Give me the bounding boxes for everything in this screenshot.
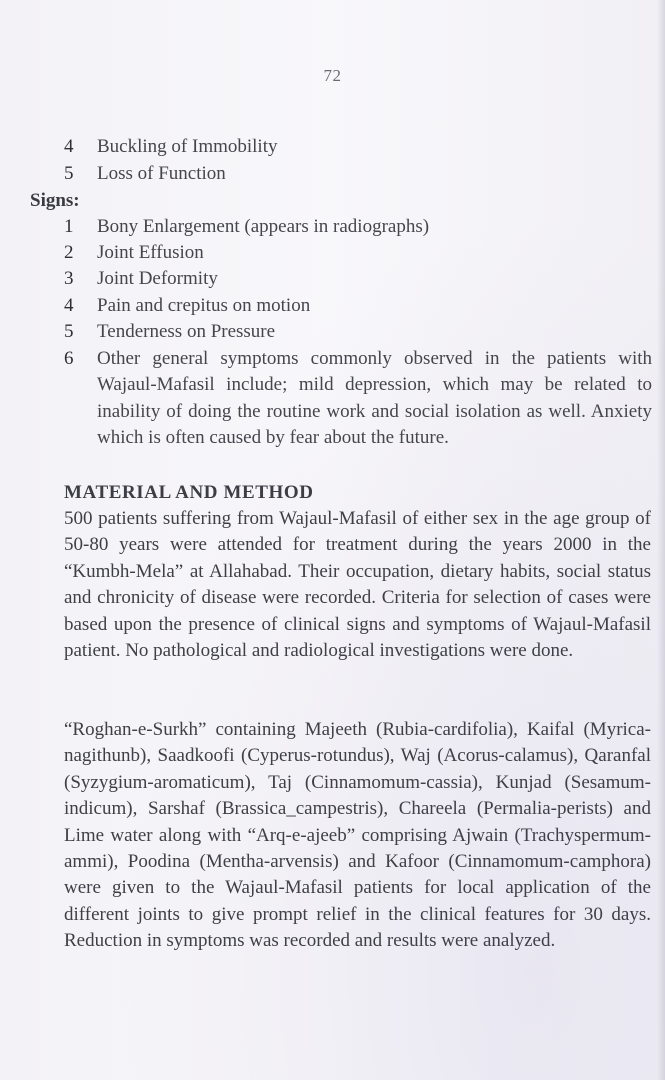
section-heading: MATERIAL AND METHOD (64, 482, 314, 503)
list-item-text: Joint Effusion (97, 242, 204, 263)
list-item-text: Buckling of Immobility (97, 136, 278, 157)
page-number: 72 (323, 66, 342, 85)
body-paragraph: 500 patients suffering from Wajaul-Mafasil of either sex in the age group of 50-80 years were attended for treatment during the years 2000 in the “Kumbh-Mela” at Allahabad. Their occupation, dietary habits, social status and chronicity of disease were recorded. Criteria for selection of cases were based upon the presence of clinical signs and symptoms of Wajaul-Mafasil patient. No pathological and radiological investigations were done. (64, 508, 651, 662)
list-item-number: 4 (64, 295, 74, 316)
list-item-text: Joint Deformity (97, 268, 218, 289)
list-item-number: 5 (64, 163, 74, 184)
list-item-text: Pain and crepitus on motion (97, 295, 311, 316)
list-item-text: Other general symptoms commonly observed in the patients with Wajaul-Mafasil include; mild depression, which may be related to inability of doing the routine work and social isolation as well. Anxiety which is often caused by fear about the future. (97, 348, 652, 448)
list-item-number: 2 (64, 242, 74, 263)
list-item-number: 3 (64, 268, 74, 289)
page-edge-shadow (657, 0, 665, 1080)
list-item-number: 1 (64, 216, 74, 237)
list-item-text: Loss of Function (97, 163, 226, 184)
list-item-number: 6 (64, 348, 74, 369)
signs-heading: Signs: (30, 190, 80, 211)
list-item-number: 4 (64, 136, 74, 157)
body-paragraph: “Roghan-e-Surkh” containing Majeeth (Rubia-cardifolia), Kaifal (Myrica-nagithunb), Saadkoofi (Cyperus-rotundus), Waj (Acorus-calamus), Qaranfal (Syzygium-aromaticum), Taj (Cinnamomum-cassia), Kunjad (Sesamum-indicum), Sarshaf (Brassica_campestris), Chareela (Permalia-perists) and Lime water along with “Arq-e-ajeeb” comprising Ajwain (Trachyspermum-ammi), Poodina (Mentha-arvensis) and Kafoor (Cinnamomum-camphora) were given to the Wajaul-Mafasil patients for local application of the different joints to give prompt relief in the clinical features for 30 days. Reduction in symptoms was recorded and results were analyzed. (64, 719, 651, 952)
list-item-number: 5 (64, 321, 74, 342)
list-item-text: Bony Enlargement (appears in radiographs) (97, 216, 430, 237)
list-item-text: Tenderness on Pressure (97, 321, 276, 342)
